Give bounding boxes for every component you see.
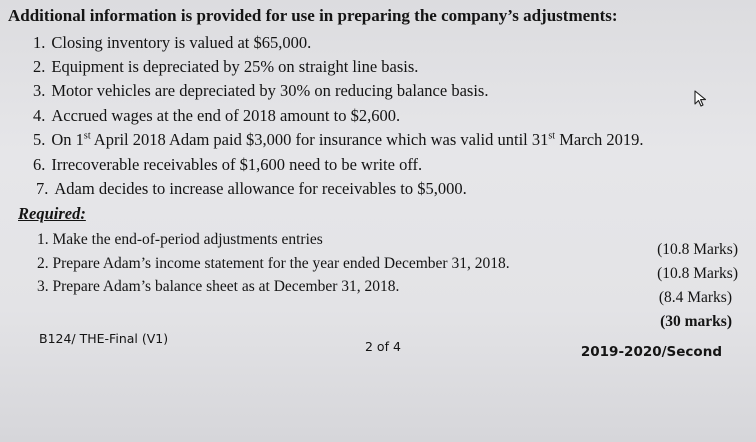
item-text-b: April 2018 Adam paid $3,000 for insurance which was valid until 31	[90, 130, 549, 149]
info-item-4	[33, 106, 400, 126]
item-number: 2.	[33, 57, 46, 76]
task-1	[37, 231, 323, 249]
task-text: Prepare Adam’s balance sheet as at December 31, 2018.	[52, 278, 400, 295]
item-text: Irrecoverable receivables of $1,600 need to be write off.	[51, 155, 423, 174]
info-item-7	[36, 179, 467, 199]
info-item-2	[33, 57, 418, 77]
item-number: 4.	[33, 106, 46, 125]
item-text: Adam decides to increase allowance for receivables to $5,000.	[54, 179, 467, 198]
item-number: 5.	[33, 130, 46, 149]
item-text-c: March 2019.	[555, 130, 644, 149]
item-text: Accrued wages at the end of 2018 amount to $2,600.	[51, 106, 401, 125]
item-number: 3.	[33, 81, 46, 100]
task-number: 1.	[37, 231, 49, 248]
task-number: 3.	[37, 278, 49, 295]
item-number: 6.	[33, 155, 46, 174]
item-text: Equipment is depreciated by 25% on straight line basis.	[51, 57, 419, 76]
info-item-6	[33, 155, 422, 175]
exam-code: B124/ THE-Final (V1)	[39, 331, 169, 346]
item-text: Motor vehicles are depreciated by 30% on reducing balance basis.	[51, 81, 489, 100]
item-text-a: On 1	[51, 130, 84, 149]
academic-term: 2019-2020/Second	[580, 344, 722, 360]
task-2-marks: (10.8 Marks)	[657, 265, 738, 282]
required-label: Required:	[18, 204, 86, 223]
task-text: Make the end-of-period adjustments entries	[52, 231, 323, 248]
section-heading: Additional information is provided for use in preparing the company’s adjustments:	[8, 6, 618, 25]
info-item-3	[33, 81, 488, 101]
ordinal-suffix: st	[83, 130, 91, 142]
mouse-cursor-icon	[691, 89, 711, 109]
info-item-1	[33, 33, 311, 53]
task-text: Prepare Adam’s income statement for the year ended December 31, 2018.	[52, 255, 510, 272]
page-number: 2 of 4	[365, 339, 401, 354]
task-3	[37, 278, 399, 296]
info-item-5	[33, 130, 644, 150]
item-number: 1.	[33, 33, 46, 52]
task-2	[37, 255, 510, 273]
task-1-marks: (10.8 Marks)	[657, 241, 738, 258]
task-number: 2.	[37, 255, 49, 272]
item-text: Closing inventory is valued at $65,000.	[51, 33, 312, 52]
item-number: 7.	[36, 179, 49, 198]
task-3-marks: (8.4 Marks)	[658, 289, 732, 306]
total-marks: (30 marks)	[660, 313, 732, 330]
ordinal-suffix: st	[548, 130, 556, 142]
